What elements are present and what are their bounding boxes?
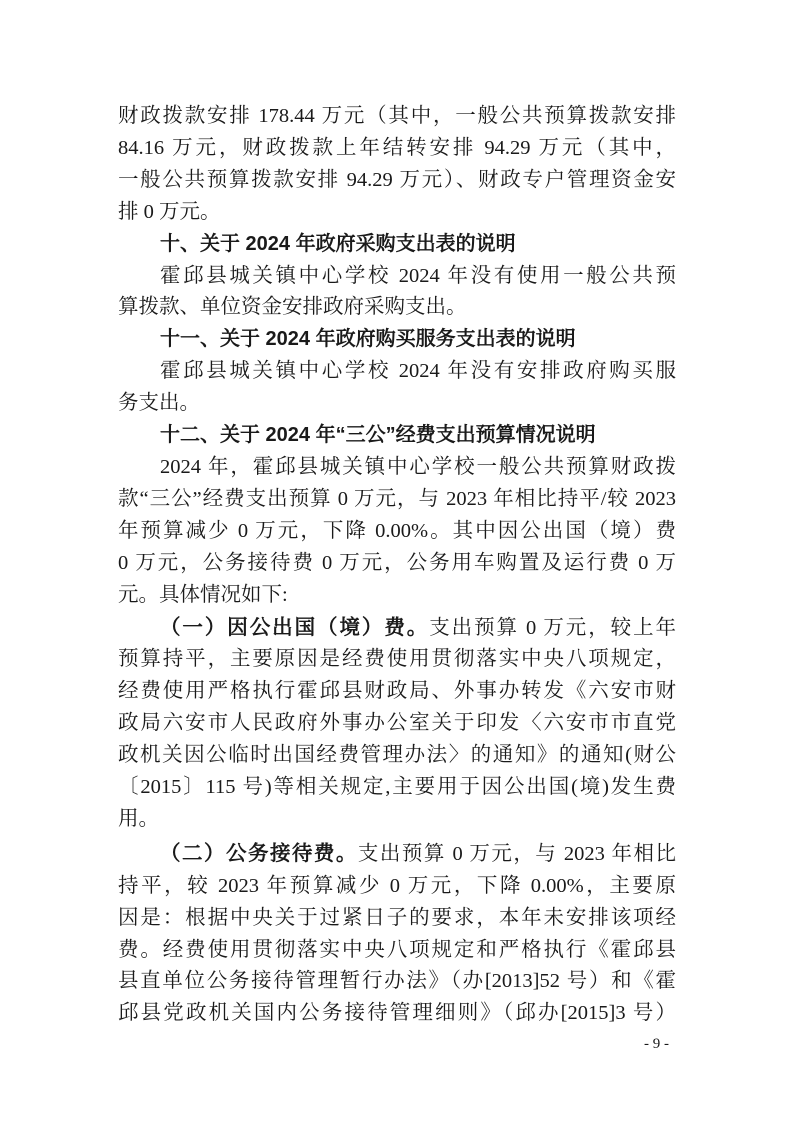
section-heading: 十、关于 2024 年政府采购支出表的说明 xyxy=(160,232,516,255)
text-line: 务支出。 xyxy=(118,392,200,415)
text-line: 0 万元，公务接待费 0 万元，公务用车购置及运行费 0 万 xyxy=(118,551,676,574)
text-line: 持平，较 2023 年预算减少 0 万元，下降 0.00%，主要原 xyxy=(118,874,676,897)
text-line: 84.16 万元，财政拨款上年结转安排 94.29 万元（其中， xyxy=(118,136,676,159)
text-line: 算拨款、单位资金安排政府采购支出。 xyxy=(118,296,467,319)
bold-subheading: （二）公务接待费。 xyxy=(160,841,358,865)
text-line: 预算持平，主要原因是经费使用贯彻落实中央八项规定， xyxy=(118,648,676,671)
bold-subheading: （一）因公出国（境）费。 xyxy=(160,615,430,639)
text-line: 因是：根据中央关于过紧日子的要求，本年未安排该项经 xyxy=(118,906,676,929)
text-line: 邱县党政机关国内公务接待管理细则》（邱办[2015]3 号） xyxy=(118,1002,676,1025)
text-line xyxy=(118,612,676,645)
text-line: 〔2015〕115 号)等相关规定,主要用于因公出国(境)发生费 xyxy=(118,776,676,799)
section-heading: 十一、关于 2024 年政府购买服务支出表的说明 xyxy=(160,328,576,351)
page-number: - 9 - xyxy=(644,1036,669,1052)
text-line: 政局六安市人民政府外事办公室关于印发〈六安市市直党 xyxy=(118,712,676,735)
text-line: 费。经费使用贯彻落实中央八项规定和严格执行《霍邱县 xyxy=(118,938,676,961)
text-line xyxy=(118,838,676,871)
text-line: 排 0 万元。 xyxy=(118,200,221,223)
text-line: 经费使用严格执行霍邱县财政局、外事办转发《六安市财 xyxy=(118,680,676,703)
line-text: 支出预算 0 万元，较上年 xyxy=(429,616,677,639)
text-line: 一般公共预算拨款安排 94.29 万元）、财政专户管理资金安 xyxy=(118,168,676,191)
text-line: 县直单位公务接待管理暂行办法》（办[2013]52 号）和《霍 xyxy=(118,970,676,993)
text-line: 霍邱县城关镇中心学校 2024 年没有使用一般公共预 xyxy=(160,264,676,287)
text-line: 元。具体情况如下: xyxy=(118,583,288,606)
text-line: 年预算减少 0 万元，下降 0.00%。其中因公出国（境）费 xyxy=(118,519,676,542)
text-line: 霍邱县城关镇中心学校 2024 年没有安排政府购买服 xyxy=(160,360,676,383)
text-line: 财政拨款安排 178.44 万元（其中，一般公共预算拨款安排 xyxy=(118,105,676,127)
section-heading: 十二、关于 2024 年“三公”经费支出预算情况说明 xyxy=(160,424,596,447)
text-line: 款“三公”经费支出预算 0 万元，与 2023 年相比持平/较 2023 xyxy=(118,487,676,510)
text-line: 用。 xyxy=(118,807,159,830)
document-body xyxy=(118,101,676,1030)
line-text: 支出预算 0 万元，与 2023 年相比 xyxy=(357,842,677,865)
text-line: 2024 年，霍邱县城关镇中心学校一般公共预算财政拨 xyxy=(160,455,676,478)
text-line: 政机关因公临时出国经费管理办法〉的通知》的通知(财公 xyxy=(118,744,676,767)
